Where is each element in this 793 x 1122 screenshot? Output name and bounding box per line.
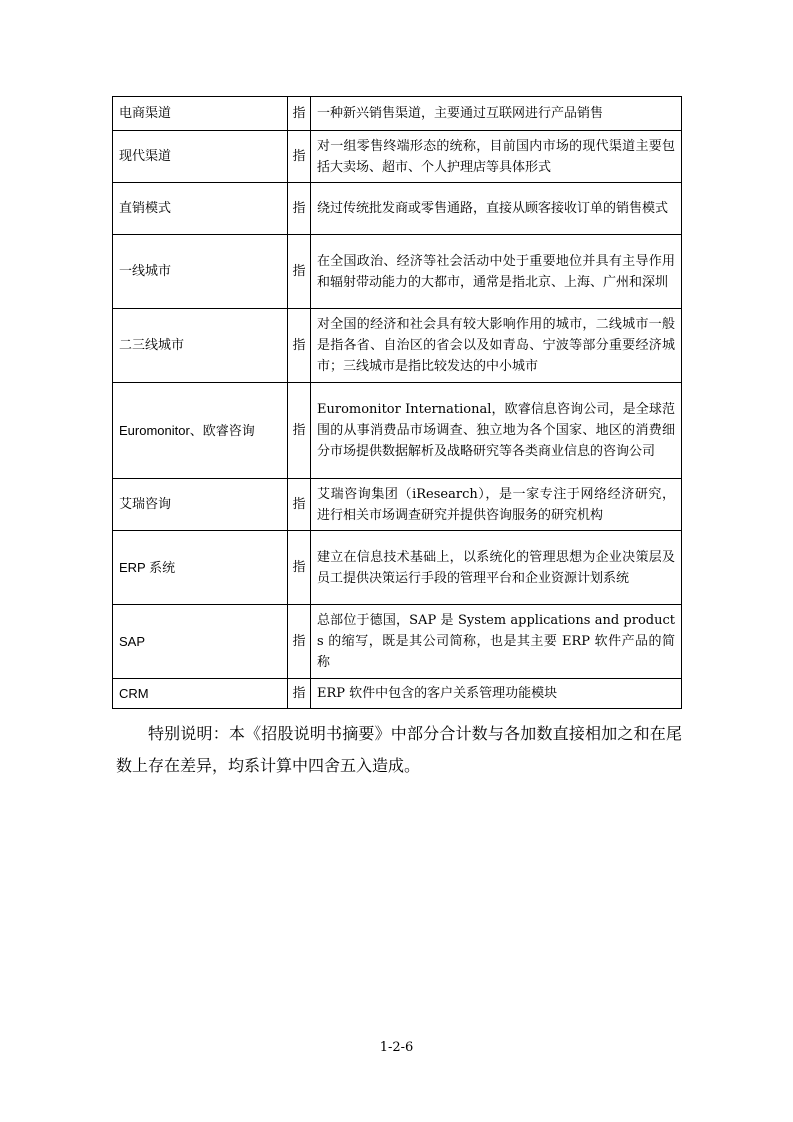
table-row [113,383,682,479]
table-row [113,131,682,183]
term-cell: 一线城市 [113,235,288,309]
refers-cell: 指 [288,383,311,479]
refers-cell: 指 [288,97,311,131]
table-row [113,679,682,709]
refers-cell: 指 [288,131,311,183]
term-cell: 二三线城市 [113,309,288,383]
glossary-body [113,97,682,709]
term-cell: 直销模式 [113,183,288,235]
definition-cell: 建立在信息技术基础上，以系统化的管理思想为企业决策层及员工提供决策运行手段的管理平台和企业资源计划系统 [311,531,682,605]
table-row [113,605,682,679]
refers-cell: 指 [288,531,311,605]
table-row [113,183,682,235]
term-cell: 艾瑞咨询 [113,479,288,531]
refers-cell: 指 [288,309,311,383]
term-cell: 电商渠道 [113,97,288,131]
table-row [113,309,682,383]
table-row [113,97,682,131]
definition-cell: 对一组零售终端形态的统称，目前国内市场的现代渠道主要包括大卖场、超市、个人护理店等具体形式 [311,131,682,183]
definition-cell: ERP 软件中包含的客户关系管理功能模块 [311,679,682,709]
table-row [113,235,682,309]
definition-cell: 对全国的经济和社会具有较大影响作用的城市，二线城市一般是指各省、自治区的省会以及如青岛、宁波等部分重要经济城市；三线城市是指比较发达的中小城市 [311,309,682,383]
definition-cell: Euromonitor International，欧睿信息咨询公司，是全球范围的从事消费品市场调查、独立地为各个国家、地区的消费细分市场提供数据解析及战略研究等各类商业信息的咨询公司 [311,383,682,479]
definition-cell: 艾瑞咨询集团（iResearch），是一家专注于网络经济研究，进行相关市场调查研究并提供咨询服务的研究机构 [311,479,682,531]
refers-cell: 指 [288,235,311,309]
table-row [113,479,682,531]
special-note: 特别说明：本《招股说明书摘要》中部分合计数与各加数直接相加之和在尾数上存在差异，均系计算中四舍五入造成。 [116,724,682,775]
page-number: 1-2-6 [379,1040,414,1055]
term-cell: 现代渠道 [113,131,288,183]
refers-cell: 指 [288,605,311,679]
term-cell: Euromonitor、欧睿咨询 [113,383,288,479]
definition-cell: 绕过传统批发商或零售通路，直接从顾客接收订单的销售模式 [311,183,682,235]
term-cell: SAP [113,605,288,679]
definition-cell: 在全国政治、经济等社会活动中处于重要地位并具有主导作用和辐射带动能力的大都市，通常是指北京、上海、广州和深圳 [311,235,682,309]
glossary-table [112,96,682,709]
refers-cell: 指 [288,679,311,709]
table-row [113,531,682,605]
definition-cell: 总部位于德国，SAP 是 System applications and products 的缩写，既是其公司简称，也是其主要 ERP 软件产品的简称 [311,605,682,679]
refers-cell: 指 [288,479,311,531]
term-cell: ERP 系统 [113,531,288,605]
term-cell: CRM [113,679,288,709]
refers-cell: 指 [288,183,311,235]
definition-cell: 一种新兴销售渠道，主要通过互联网进行产品销售 [311,97,682,131]
